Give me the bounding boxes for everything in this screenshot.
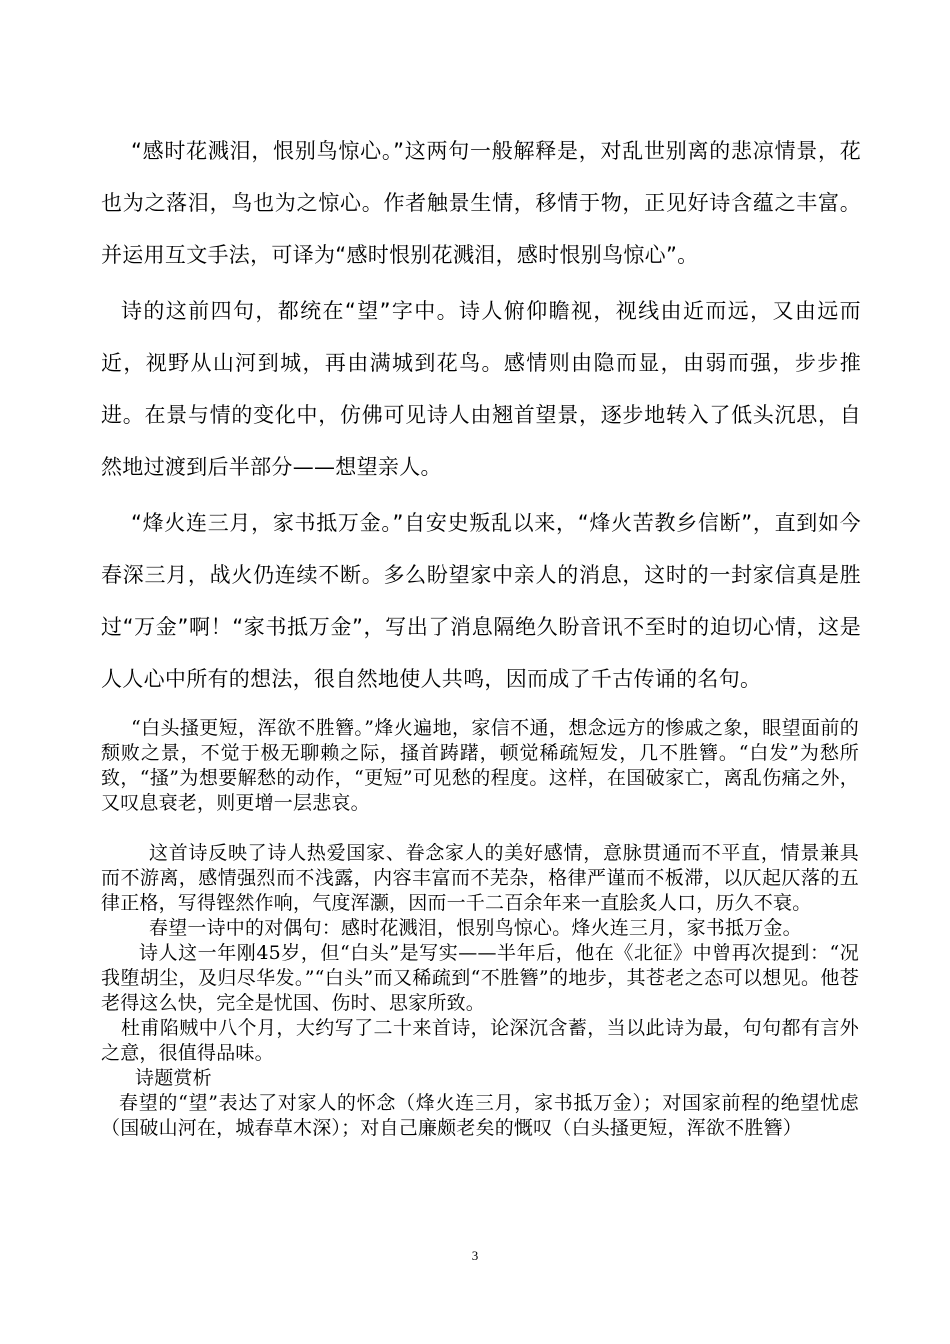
paragraph: “白头搔更短，浑欲不胜簪。”烽火遍地，家信不通，想念远方的惨戚之象，眼望面前的颓败之景，不觉于极无聊赖之际，搔首踌躇，顿觉稀疏短发，几不胜簪。“白发”为愁所致，“搔”为想要解愁的动作，“更短”可见愁的程度。这样，在国破家亡，离乱伤痛之外，又叹息衰老，则更增一层悲哀。 (101, 717, 859, 814)
paragraph: 杜甫陷贼中八个月，大约写了二十来首诗，论深沉含蓄，当以此诗为最，句句都有言外之意，很值得品味。 (101, 1017, 859, 1064)
body-text-section-upper (101, 125, 861, 705)
section-heading: 诗题赏析 (135, 1067, 212, 1089)
paragraph: “感时花溅泪，恨别鸟惊心。”这两句一般解释是，对乱世别离的悲凉情景，花也为之落泪，鸟也为之惊心。作者触景生情，移情于物，正见好诗含蕴之丰富。并运用互文手法，可译为“感时恨别花溅泪，感时恨别鸟惊心”。 (101, 139, 861, 267)
paragraph: 这首诗反映了诗人热爱国家、眷念家人的美好感情，意脉贯通而不平直，情景兼具而不游离，感情强烈而不浅露，内容丰富而不芜杂，格律严谨而不板滞，以仄起仄落的五律正格，写得铿然作响，气度浑灏，因而一千二百余年来一直脍炙人口，历久不衰。 (101, 842, 859, 914)
page-number: 3 (471, 1248, 479, 1263)
body-text-section-lower (101, 716, 859, 1141)
paragraph: 春望一诗中的对偶句：感时花溅泪，恨别鸟惊心。烽火连三月，家书抵万金。 (149, 917, 802, 939)
paragraph: 春望的“望”表达了对家人的怀念（烽火连三月，家书抵万金）；对国家前程的绝望忧虑（国破山河在，城春草木深）；对自己廉颇老矣的慨叹（白头搔更短，浑欲不胜簪） (101, 1092, 859, 1139)
paragraph: “烽火连三月，家书抵万金。”自安史叛乱以来，“烽火苦教乡信断”，直到如今春深三月，战火仍连续不断。多么盼望家中亲人的消息，这时的一封家信真是胜过“万金”啊！“家书抵万金”，写出了消息隔绝久盼音讯不至时的迫切心情，这是人人心中所有的想法，很自然地使人共鸣，因而成了千古传诵的名句。 (101, 511, 861, 691)
paragraph: 诗人这一年刚45岁，但“白头”是写实——半年后，他在《北征》中曾再次提到：“况我堕胡尘，及归尽华发。”“白头”而又稀疏到“不胜簪”的地步，其苍老之态可以想见。他苍老得这么快，完全是忧国、伤时、思家所致。 (101, 942, 859, 1014)
paragraph: 诗的这前四句，都统在“望”字中。诗人俯仰瞻视，视线由近而远，又由远而近，视野从山河到城，再由满城到花鸟。感情则由隐而显，由弱而强，步步推进。在景与情的变化中，仿佛可见诗人由翘首望景，逐步地转入了低头沉思，自然地过渡到后半部分——想望亲人。 (101, 299, 861, 479)
